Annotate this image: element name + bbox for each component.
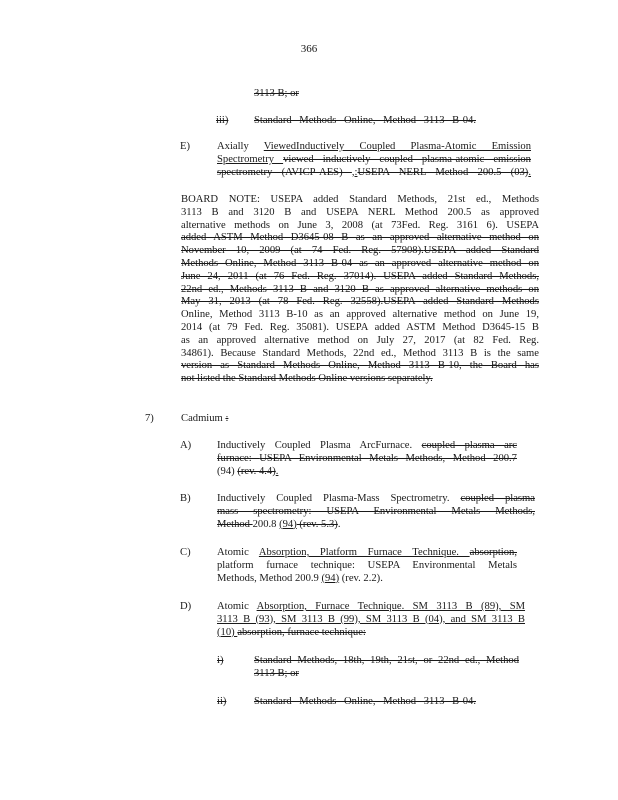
item-label-a: A) [180, 440, 192, 451]
item-e-text: Axially ViewedInductively Coupled Plasma-Atomic Emission Spectrometry viewed inductively coupled plasma-atomic emission spectrometry (AVICP-AES) ,:USEPA NERL Method 200.5 (03). [217, 141, 532, 178]
item-label-d: D) [180, 601, 192, 612]
top-continuation [254, 88, 299, 101]
board-note: BOARD NOTE: USEPA added Standard Methods, 21st ed., Methods 3113 B and 3120 B and USEPA NERL Method 200.5 as approved alternative methods on June 3, 2008 (at 73Fed. Reg. 3161 6). USEPA added ASTM Method D3645-08 B as an approved alternative method on November 10, 2009 (at 74 Fed. Reg. 57908).USEPA added Standard Methods Online, Method 3113 B-04 as an approved alternative method on June 24, 2011 (at 76 Fed. Reg. 37014). USEPA added Standard Methods, 22nd ed., Methods 3113 B and 3120 B as approved alternative methods on May 31, 2013 (at 78 Fed. Reg. 32558).USEPA added Standard Methods Online, Method 3113 B-10 as an approved alternative method on June 19, 2014 (at 79 Fed. Reg. 35081). USEPA added ASTM Method D3645-15 B as an approved alternative method on July 27, 2017 (at 82 Fed. Reg. 34861). Because Standard Methods, 22nd ed., Method 3113 B is the same version as Standard Methods Online, Method 3113 B-10, the Board has not listed the Standard Methods Online versions separately. [181, 194, 539, 385]
item-d-ii-text: Standard Methods Online, Method 3113 B-04. [254, 696, 476, 707]
item-a-text: Inductively Coupled Plasma ArcFurnace. coupled plasma arc furnace: USEPA Environmental Metals Methods, Method 200.7 (94) (rev. 4.4). [217, 440, 517, 477]
item-label-b: B) [180, 493, 191, 504]
section-label-7: 7) [145, 413, 154, 424]
page-number: 366 [300, 43, 318, 55]
item-label-d-ii: ii) [217, 696, 227, 707]
item-label-iii: iii) [216, 115, 229, 126]
item-d-text: Atomic Absorption, Furnace Technique. SM 3113 B (89), SM 3113 B (93), SM 3113 B (99), SM 3113 B (04), and SM 3113 B (10) absorption, furnace technique: [217, 601, 526, 638]
item-iii-text: Standard Methods Online, Method 3113 B-04. [254, 115, 476, 126]
strikethrough-text: 3113 B; or [254, 88, 299, 99]
item-label-c: C) [180, 547, 191, 558]
item-d-i-text: Standard Methods, 18th, 19th, 21st, or 22nd ed., Method 3113 B; or [254, 655, 519, 679]
item-label-d-i: i) [217, 655, 224, 666]
item-c-text: Atomic Absorption, Platform Furnace Technique. absorption, platform furnace technique: USEPA Environmental Metals Methods, Method 200.9 (94) (rev. 2.2). [217, 547, 517, 584]
item-b-text: Inductively Coupled Plasma-Mass Spectrometry. coupled plasma mass spectrometry: USEPA Environmental Metals Methods, Method 200.8 (94) (rev. 5.3). [217, 493, 535, 530]
item-label-e: E) [180, 141, 190, 152]
section-title-cadmium: Cadmium : [181, 413, 229, 424]
